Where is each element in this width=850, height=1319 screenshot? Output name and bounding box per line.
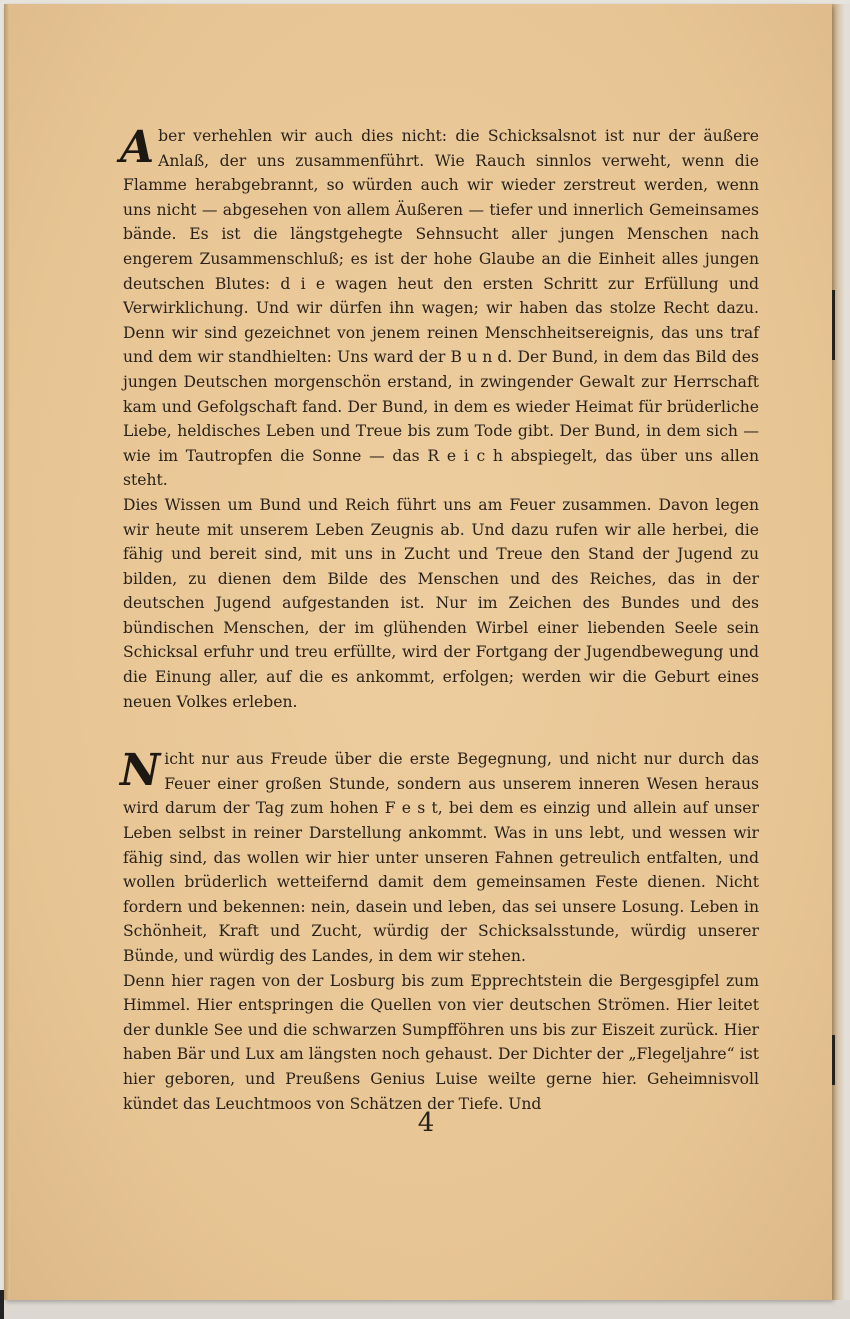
scan-edge-mark — [0, 1290, 4, 1319]
scan-edge-mark — [832, 290, 835, 360]
paragraph-1-text: ber verhehlen wir auch dies nicht: die Schicksalsnot ist nur der äußere Anlaß, der uns zusammenführt. Wie Rauch sinnlos verweht, wenn die Flamme herabgebrannt, so würden auch wir wieder zerstreut werden, wenn uns nicht — abgesehen von allem Äußeren — tiefer und innerlich Gemeinsames bände. Es ist die längstgehegte Sehnsucht aller jungen Menschen nach engerem Zusammenschluß; es ist der hohe Glaube an die Einheit alles jungen deutschen Blutes: d i e wagen heut den ersten Schritt zur Erfüllung und Verwirklichung. Und wir dürfen ihn wagen; wir haben das stolze Recht dazu. Denn wir sind gezeichnet von jenem reinen Menschheitsereignis, das uns traf und dem wir standhielten: Uns ward der B u n d. Der Bund, in dem das Bild des jungen Deutschen morgenschön erstand, in zwingender Gewalt zur Herrschaft kam und Gefolgschaft fand. Der Bund, in dem es wieder Heimat für brüderliche Liebe, heldisches Leben und Treue bis zum Tode gibt. Der Bund, in dem sich — wie im Tautropfen die Sonne — das R e i c h abspiegelt, das über uns allen steht. — [123, 127, 759, 490]
scan-background-bottom — [0, 1300, 850, 1319]
paragraph-2: Dies Wissen um Bund und Reich führt uns am Feuer zusammen. Davon legen wir heute mit unserem Leben Zeugnis ab. Und dazu rufen wir alle herbei, die fähig und bereit sind, mit uns in Zucht und Treue den Stand der Jugend zu bilden, zu dienen dem Bilde des Menschen und des Reiches, das in der deutschen Jugend aufgestanden ist. Nur im Zeichen des Bundes und des bündischen Menschen, der im glühenden Wirbel einer liebenden Seele sein Schicksal erfuhr und treu erfüllte, wird der Fortgang der Jugendbewegung und die Einung aller, auf die es ankommt, erfolgen; werden wir die Geburt eines neuen Volkes erleben. — [123, 495, 759, 711]
paragraph-3 — [120, 745, 759, 968]
scan-background-right — [832, 4, 850, 1300]
drop-cap-initial-1: A — [120, 122, 155, 173]
page-number: 4 — [417, 1108, 435, 1138]
paragraph-3-text: icht nur aus Freude über die erste Begegnung, und nicht nur durch das Feuer einer großen Stunde, sondern aus unserem inneren Wesen heraus wird darum der Tag zum hohen F e s t, bei dem es einzig und allein auf unser Leben selbst in reiner Darstellung ankommt. Was in uns lebt, und wessen wir fähig sind, das wollen wir hier unter unseren Fahnen getreulich entfalten, und wollen brüderlich wetteifernd damit dem gemeinsamen Feste dienen. Nicht fordern und bekennen: nein, dasein und leben, das sei unsere Losung. Leben in Schönheit, Kraft und Zucht, würdig der Schicksalsstunde, würdig unserer Bünde, und würdig des Landes, in dem wir stehen. — [123, 750, 759, 965]
paragraph-1 — [120, 122, 759, 493]
section-gap — [123, 714, 759, 747]
drop-cap-initial-2: N — [120, 745, 161, 797]
page-body-text — [120, 122, 759, 1116]
scan-edge-mark — [832, 1035, 835, 1085]
page-spine-shadow — [4, 4, 10, 1300]
paragraph-4: Denn hier ragen von der Losburg bis zum Epprechtstein die Bergesgipfel zum Himmel. Hier entspringen die Quellen von vier deutschen Strömen. Hier leitet der dunkle See und die schwarzen Sumpfföhren uns bis zur Eiszeit zurück. Hier haben Bär und Lux am längsten noch gehaust. Der Dichter der „Flegeljahre“ ist hier geboren, und Preußens Genius Luise weilte gerne hier. Geheimnisvoll kündet das Leuchtmoos von Schätzen der Tiefe. Und — [123, 971, 759, 1113]
book-page — [4, 4, 832, 1300]
